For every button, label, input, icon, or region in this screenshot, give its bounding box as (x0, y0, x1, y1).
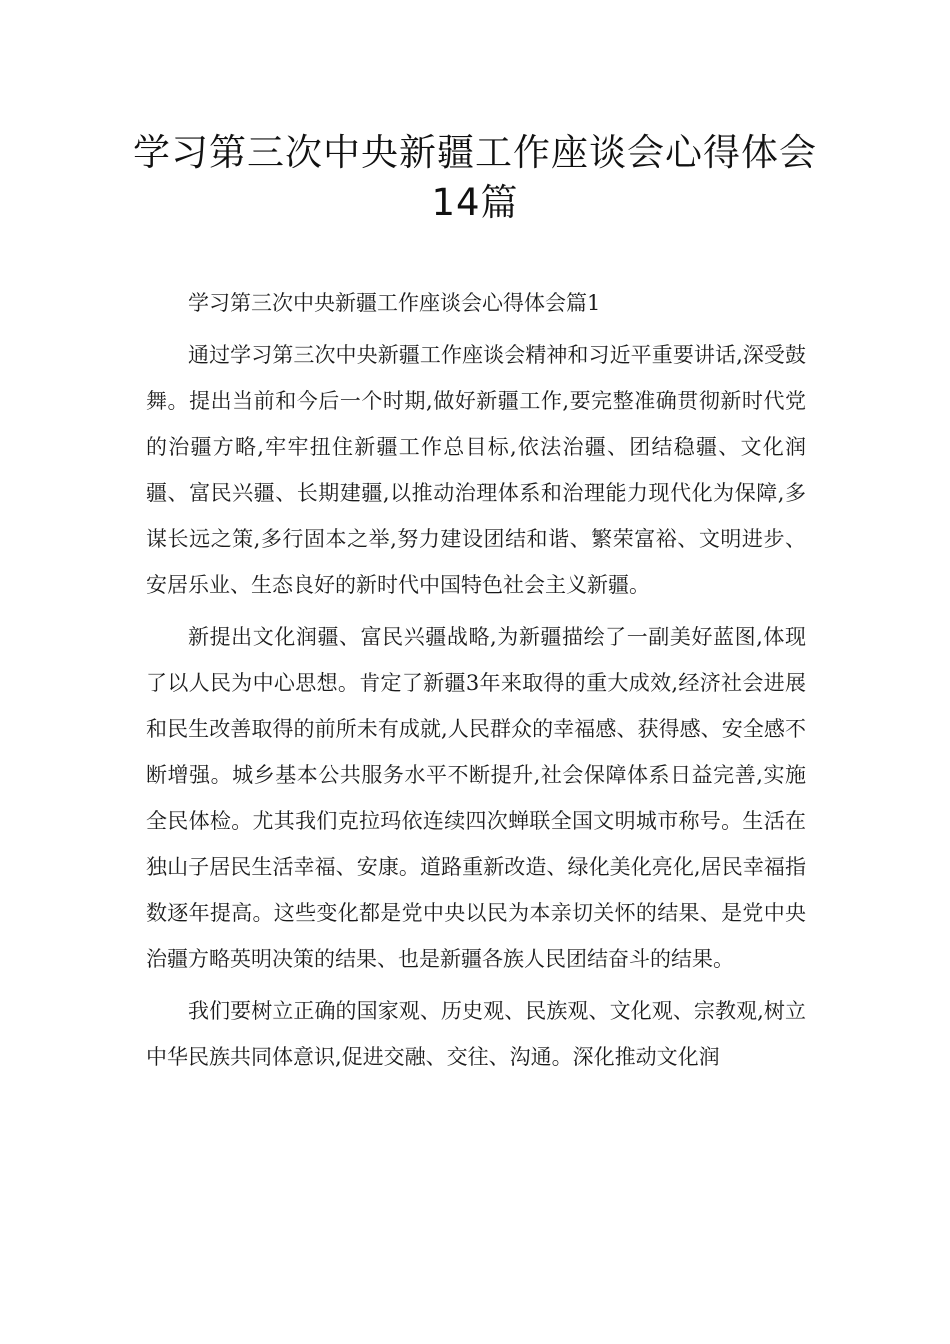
paragraph: 新提出文化润疆、富民兴疆战略,为新疆描绘了一副美好蓝图,体现了以人民为中心思想。肯定了新疆3年来取得的重大成效,经济社会进展和民生改善取得的前所未有成就,人民群众的幸福感、获得感、安全感不断增强。城乡基本公共服务水平不断提升,社会保障体系日益完善,实施全民体检。尤其我们克拉玛依连续四次蝉联全国文明城市称号。生活在独山子居民生活幸福、安康。道路重新改造、绿化美化亮化,居民幸福指数逐年提高。这些变化都是党中央以民为本亲切关怀的结果、是党中央治疆方略英明决策的结果、也是新疆各族人民团结奋斗的结果。 (146, 625, 806, 971)
document-title: 学习第三次中央新疆工作座谈会心得体会14篇 (133, 131, 817, 224)
document-body (146, 280, 806, 1086)
paragraph: 我们要树立正确的国家观、历史观、民族观、文化观、宗教观,树立中华民族共同体意识,促进交融、交往、沟通。深化推动文化润 (146, 999, 806, 1069)
paragraph: 通过学习第三次中央新疆工作座谈会精神和习近平重要讲话,深受鼓舞。提出当前和今后一个时期,做好新疆工作,要完整准确贯彻新时代党的治疆方略,牢牢扭住新疆工作总目标,依法治疆、团结稳疆、文化润疆、富民兴疆、长期建疆,以推动治理体系和治理能力现代化为保障,多谋长远之策,多行固本之举,努力建设团结和谐、繁荣富裕、文明进步、安居乐业、生态良好的新时代中国特色社会主义新疆。 (146, 343, 806, 597)
section-heading: 学习第三次中央新疆工作座谈会心得体会篇1 (188, 291, 601, 315)
